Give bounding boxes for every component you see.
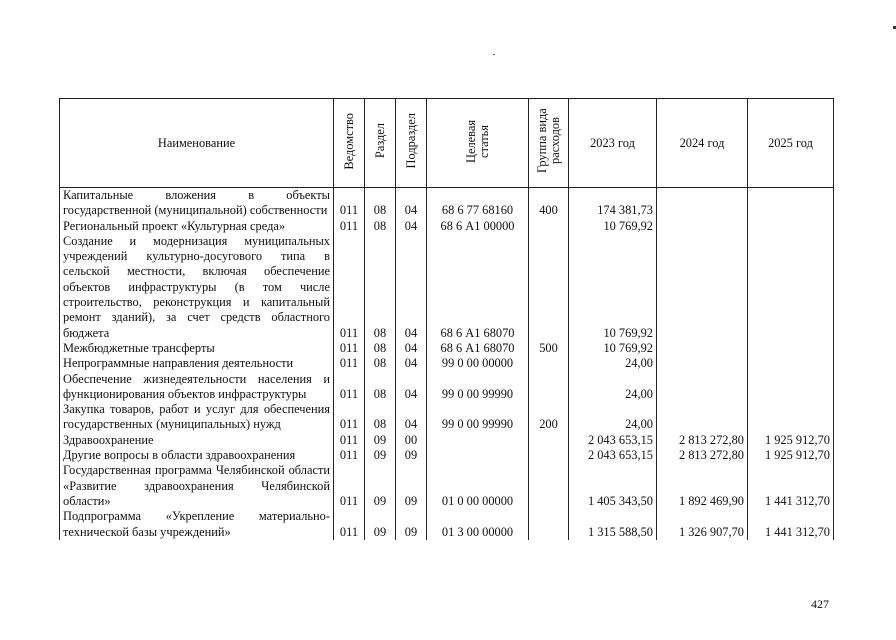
budget-table: [59, 98, 834, 540]
cell-2023: 24,00: [569, 372, 657, 403]
cell-2023: 10 769,92: [569, 234, 657, 341]
cell-2025: [748, 341, 834, 356]
cell-2024: [657, 372, 748, 403]
cell-2024: [657, 402, 748, 433]
cell-2024: [657, 234, 748, 341]
cell-celevaya-statya: 99 0 00 99990: [427, 402, 529, 433]
cell-name: Непрограммные направления деятельности: [60, 356, 334, 371]
header-name: Наименование: [60, 99, 334, 188]
cell-2024: [657, 341, 748, 356]
cell-gruppa-rashodov: [529, 356, 569, 371]
cell-2025: [748, 234, 834, 341]
cell-podrazdel: 00: [396, 433, 427, 448]
cell-2024: 1 326 907,70: [657, 509, 748, 540]
table-row: [60, 402, 834, 433]
cell-vedomstvo: 011: [334, 219, 365, 234]
cell-gruppa-rashodov: 200: [529, 402, 569, 433]
cell-name: Государственная программа Челябинской области «Развитие здравоохранения Челябинской области»: [60, 463, 334, 509]
cell-name: Обеспечение жизнедеятельности населения и функционирования объектов инфраструктуры: [60, 372, 334, 403]
cell-podrazdel: 04: [396, 234, 427, 341]
cell-razdel: 08: [365, 341, 396, 356]
cell-2025: [748, 372, 834, 403]
cell-gruppa-rashodov: [529, 433, 569, 448]
cell-celevaya-statya: 68 6 А1 00000: [427, 219, 529, 234]
cell-razdel: 08: [365, 219, 396, 234]
cell-razdel: 08: [365, 372, 396, 403]
cell-celevaya-statya: 68 6 А1 68070: [427, 341, 529, 356]
cell-razdel: 09: [365, 509, 396, 540]
cell-2023: 174 381,73: [569, 188, 657, 219]
table-row: [60, 509, 834, 540]
table-row: [60, 188, 834, 219]
cell-2023: 10 769,92: [569, 219, 657, 234]
header-vedomstvo: Ведомство: [334, 99, 365, 188]
table-row: [60, 433, 834, 448]
cell-vedomstvo: 011: [334, 356, 365, 371]
header-2023: 2023 год: [569, 99, 657, 188]
cell-2024: [657, 219, 748, 234]
cell-gruppa-rashodov: [529, 448, 569, 463]
cell-celevaya-statya: [427, 433, 529, 448]
cell-razdel: 09: [365, 448, 396, 463]
cell-celevaya-statya: 01 3 00 00000: [427, 509, 529, 540]
header-celevaya-statya: Целевая статья: [427, 99, 529, 188]
table-row: [60, 372, 834, 403]
cell-2025: 1 925 912,70: [748, 448, 834, 463]
cell-2024: [657, 356, 748, 371]
cell-2025: [748, 188, 834, 219]
cell-podrazdel: 09: [396, 448, 427, 463]
cell-name: Закупка товаров, работ и услуг для обеспечения государственных (муниципальных) нужд: [60, 402, 334, 433]
cell-gruppa-rashodov: [529, 509, 569, 540]
cell-celevaya-statya: 01 0 00 00000: [427, 463, 529, 509]
cell-2025: [748, 219, 834, 234]
cell-2025: 1 925 912,70: [748, 433, 834, 448]
cell-2023: 24,00: [569, 356, 657, 371]
cell-name: Другие вопросы в области здравоохранения: [60, 448, 334, 463]
cell-gruppa-rashodov: [529, 372, 569, 403]
cell-vedomstvo: 011: [334, 188, 365, 219]
cell-vedomstvo: 011: [334, 372, 365, 403]
cell-2024: 2 813 272,80: [657, 433, 748, 448]
cell-podrazdel: 04: [396, 356, 427, 371]
cell-2023: 24,00: [569, 402, 657, 433]
header-2025: 2025 год: [748, 99, 834, 188]
cell-2024: [657, 188, 748, 219]
cell-2025: [748, 356, 834, 371]
cell-celevaya-statya: 68 6 А1 68070: [427, 234, 529, 341]
cell-razdel: 08: [365, 356, 396, 371]
header-podrazdel: Подраздел: [396, 99, 427, 188]
cell-2023: 2 043 653,15: [569, 433, 657, 448]
table-row: [60, 219, 834, 234]
cell-razdel: 09: [365, 433, 396, 448]
table-row: [60, 463, 834, 509]
header-gruppa-rashodov: Группа вида расходов: [529, 99, 569, 188]
cell-razdel: 08: [365, 234, 396, 341]
cell-2023: 1 315 588,50: [569, 509, 657, 540]
cell-name: Межбюджетные трансферты: [60, 341, 334, 356]
cell-podrazdel: 04: [396, 219, 427, 234]
cell-2024: 1 892 469,90: [657, 463, 748, 509]
cell-vedomstvo: 011: [334, 433, 365, 448]
table-row: [60, 234, 834, 341]
cell-celevaya-statya: 99 0 00 00000: [427, 356, 529, 371]
cell-name: Подпрограмма «Укрепление материально-технической базы учреждений»: [60, 509, 334, 540]
scan-speck: [493, 54, 495, 55]
cell-razdel: 08: [365, 402, 396, 433]
cell-celevaya-statya: [427, 448, 529, 463]
page-number: 427: [811, 597, 829, 611]
cell-2023: 1 405 343,50: [569, 463, 657, 509]
cell-podrazdel: 09: [396, 463, 427, 509]
cell-celevaya-statya: 99 0 00 99990: [427, 372, 529, 403]
cell-2025: 1 441 312,70: [748, 463, 834, 509]
header-razdel: Раздел: [365, 99, 396, 188]
cell-vedomstvo: 011: [334, 448, 365, 463]
cell-gruppa-rashodov: 500: [529, 341, 569, 356]
header-row: [60, 99, 834, 188]
cell-vedomstvo: 011: [334, 234, 365, 341]
cell-name: Создание и модернизация муниципальных учреждений культурно-досугового типа в сельской местности, включая обеспечение объектов инфраструктуры (в том числе строительство, реконструкция и капитальный ремонт зданий), за счет средств областного бюджета: [60, 234, 334, 341]
cell-razdel: 08: [365, 188, 396, 219]
cell-vedomstvo: 011: [334, 463, 365, 509]
cell-vedomstvo: 011: [334, 509, 365, 540]
cell-2024: 2 813 272,80: [657, 448, 748, 463]
cell-gruppa-rashodov: [529, 463, 569, 509]
table-row: [60, 448, 834, 463]
cell-vedomstvo: 011: [334, 341, 365, 356]
cell-podrazdel: 04: [396, 188, 427, 219]
cell-2023: 10 769,92: [569, 341, 657, 356]
cell-gruppa-rashodov: 400: [529, 188, 569, 219]
cell-podrazdel: 04: [396, 372, 427, 403]
cell-2025: [748, 402, 834, 433]
cell-gruppa-rashodov: [529, 234, 569, 341]
cell-name: Здравоохранение: [60, 433, 334, 448]
cell-name: Капитальные вложения в объекты государственной (муниципальной) собственности: [60, 188, 334, 219]
cell-podrazdel: 04: [396, 402, 427, 433]
cell-podrazdel: 04: [396, 341, 427, 356]
cell-razdel: 09: [365, 463, 396, 509]
table-row: [60, 356, 834, 371]
cell-podrazdel: 09: [396, 509, 427, 540]
cell-2023: 2 043 653,15: [569, 448, 657, 463]
cell-vedomstvo: 011: [334, 402, 365, 433]
cell-celevaya-statya: 68 6 77 68160: [427, 188, 529, 219]
cell-name: Региональный проект «Культурная среда»: [60, 219, 334, 234]
cell-2025: 1 441 312,70: [748, 509, 834, 540]
table-row: [60, 341, 834, 356]
header-2024: 2024 год: [657, 99, 748, 188]
cell-gruppa-rashodov: [529, 219, 569, 234]
